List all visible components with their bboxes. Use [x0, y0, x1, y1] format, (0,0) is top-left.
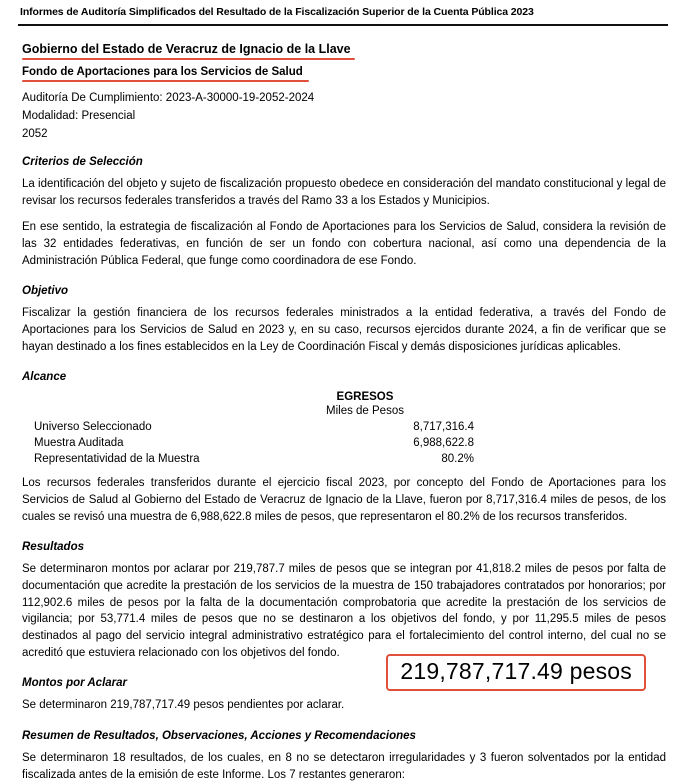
section-title-objetivo: Objetivo [22, 285, 69, 298]
resultados-paragraph-1: Se determinaron montos por aclarar por 219,787.7 miles de pesos que se integran por 41,818.2 miles de pesos por falta de documentación que acredite la prestación de los servicios de la muestra de 150 trabajadores contratados por honorarios; por 112,902.6 miles de pesos por la falta de la documentación comprobatoria que acredite la prestación de los servicios de vigilancia; por 53,771.4 miles de pesos que no se destinaron a los objetivos del fondo, y por 11,295.5 miles de pesos destinados al pago del servicio integral administrativo estratégico para el fortalecimiento del control interno, del cual no se acreditó que estuviera relacionado con los objetivos del fondo. [22, 563, 666, 659]
table-cell-label: Universo Seleccionado [34, 421, 152, 434]
entity-title-underline-annotation [22, 58, 355, 61]
criterios-paragraph-2: En ese sentido, la estrategia de fiscalización al Fondo de Aportaciones para los Servicios de Salud, considera la revisión de las 32 entidades federativas, en función de ser un fondo con cobertura nacional, así como una dependencia de la Administración Pública Federal, que funge como coordinadora de ese Fondo. [22, 221, 666, 267]
fund-title-text: Fondo de Aportaciones para los Servicios de Salud [22, 66, 303, 78]
fund-title [22, 66, 303, 78]
table-cell-value: 6,988,622.8 [413, 437, 474, 450]
table-cell-label: Muestra Auditada [34, 437, 124, 450]
criterios-paragraph-1: La identificación del objeto y sujeto de fiscalización propuesto obedece en consideración del mandato constitucional y legal de revisar los recursos federales transferidos a través del Ramo 33 a los Estados y Municipios. [22, 178, 666, 207]
alcance-table-subhead: Miles de Pesos [326, 405, 404, 418]
entity-title [22, 42, 351, 56]
modality-line: Modalidad: Presencial [22, 110, 136, 122]
table-cell-label: Representatividad de la Muestra [34, 453, 200, 466]
table-row [22, 453, 668, 465]
section-title-resumen: Resumen de Resultados, Observaciones, Acciones y Recomendaciones [22, 730, 416, 743]
objetivo-paragraph-1: Fiscalizar la gestión financiera de los recursos federales ministrados a la entidad federativa, a través del Fondo de Aportaciones para los Servicios de Salud en 2023 y, en su caso, recursos ejercidos durante 2024, a fin de verificar que se hayan destinado a los fines establecidos en la Ley de Coordinación Fiscal y demás disposiciones jurídicas aplicables. [22, 307, 666, 353]
table-cell-value: 8,717,316.4 [413, 421, 474, 434]
table-cell-value: 80.2% [441, 453, 474, 466]
document-header: Informes de Auditoría Simplificados del Resultado de la Fiscalización Superior de la Cuenta Pública 2023 [20, 6, 534, 18]
header-divider [18, 24, 668, 26]
audit-line: Auditoría De Cumplimiento: 2023-A-30000-19-2052-2024 [22, 92, 315, 104]
section-title-resultados: Resultados [22, 541, 84, 554]
section-title-criterios: Criterios de Selección [22, 156, 143, 168]
audit-number-line: 2052 [22, 128, 48, 140]
montos-paragraph-1: Se determinaron 219,787,717.49 pesos pendientes por aclarar. [22, 699, 345, 712]
resumen-paragraph-1: Se determinaron 18 resultados, de los cuales, en 8 no se detectaron irregularidades y 3 fueron solventados por la entidad fiscalizada antes de la emisión de este Informe. Los 7 restantes generaron: [22, 752, 666, 781]
entity-title-text: Gobierno del Estado de Veracruz de Ignacio de la Llave [22, 42, 351, 56]
section-title-alcance: Alcance [22, 371, 67, 384]
table-row [22, 421, 668, 433]
table-row [22, 437, 668, 449]
highlighted-amount-callout: 219,787,717.49 pesos [386, 654, 646, 691]
alcance-table-head: EGRESOS [336, 391, 394, 404]
alcance-paragraph-1: Los recursos federales transferidos durante el ejercicio fiscal 2023, por concepto del Fondo de Aportaciones para los Servicios de Salud al Gobierno del Estado de Veracruz de Ignacio de la Llave, fueron por 8,717,316.4 miles de pesos, de los cuales se revisó una muestra de 6,988,622.8 miles de pesos, que representaron el 80.2% de los recursos transferidos. [22, 477, 666, 523]
fund-title-underline-annotation [22, 80, 309, 83]
section-title-montos-por-aclarar: Montos por Aclarar [22, 677, 128, 690]
alcance-table [22, 391, 668, 465]
